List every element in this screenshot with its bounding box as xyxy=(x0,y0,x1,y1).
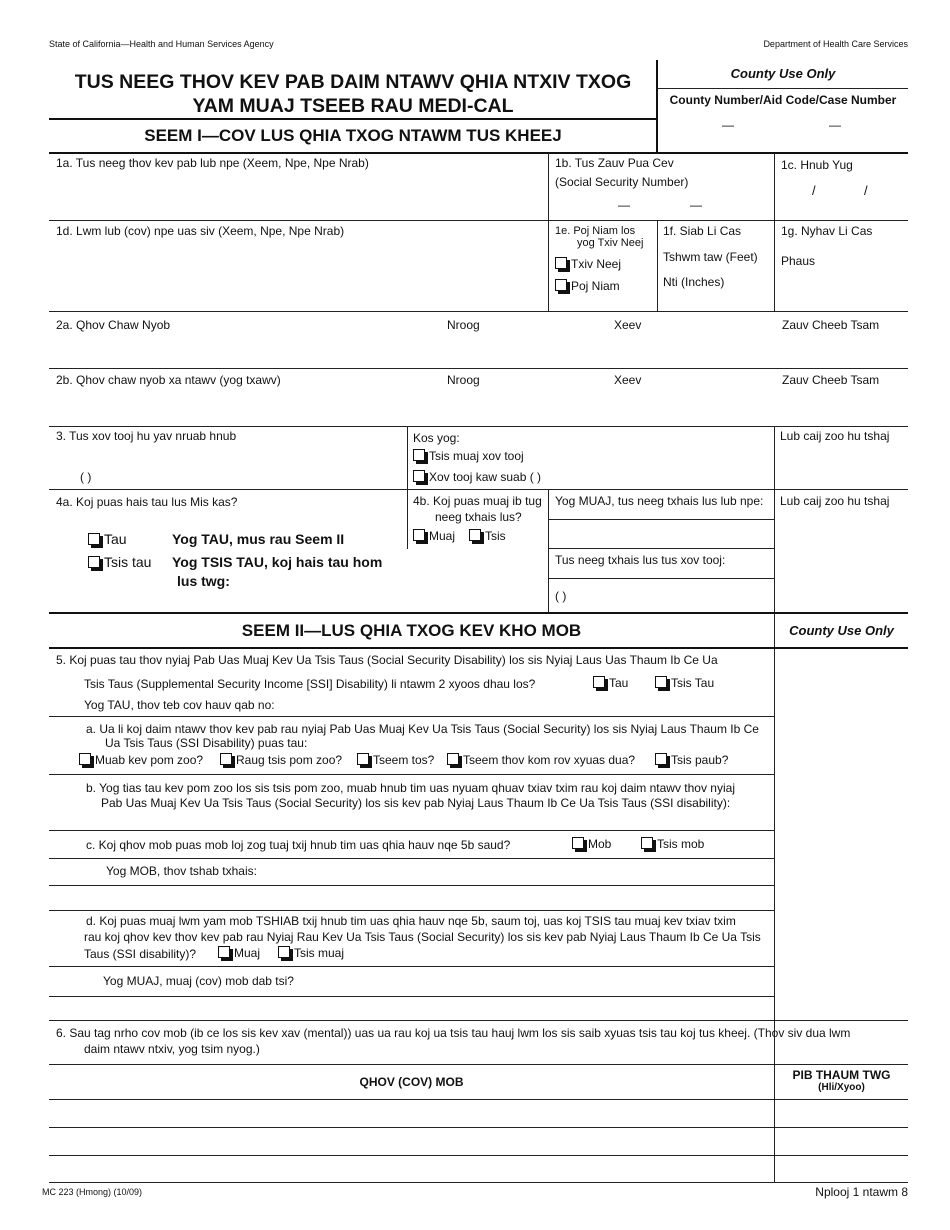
col-duration-subheader: (Hli/Xyoo) xyxy=(818,1082,865,1093)
best-time-label-3: Lub caij zoo hu tshaj xyxy=(780,429,890,443)
mailing-address-input[interactable] xyxy=(52,389,906,424)
q5a-unknown-checkbox[interactable] xyxy=(655,753,728,768)
page-number: Nplooj 1 ntawm 8 xyxy=(815,1185,908,1199)
q5b-date-input[interactable] xyxy=(52,812,772,829)
county-number-label: County Number/Aid Code/Case Number xyxy=(669,93,897,107)
q5a-approved-checkbox[interactable] xyxy=(79,753,203,768)
q5-line1: 5. Koj puas tau thov nyiaj Pab Uas Muaj Kev Ua Tsis Taus (Social Security Disability) los sis Nyiaj Laus Uas Thaum Ib Ce Ua xyxy=(56,653,718,667)
q6-line1: 6. Sau tag nrho cov mob (ib ce los sis kev xav (mental)) uas ua rau koj ua tsis tau hauj lwm los sis saib xyuas tsis tau koj tus kheej. (Thov siv dua lwm xyxy=(56,1026,851,1040)
field-2b-city-label: Nroog xyxy=(447,373,480,387)
male-checkbox[interactable] xyxy=(555,257,621,272)
english-no-checkbox[interactable] xyxy=(88,554,151,570)
dob-slash-1: / xyxy=(812,183,816,198)
q5b-line2: Pab Uas Muaj Kev Ua Tsis Taus (Social Security) los sis kev pab Nyiaj Laus Thaum Ib Ce Ua Tsis Taus (SSI disability): xyxy=(101,796,731,810)
english-yes-checkbox[interactable] xyxy=(88,531,127,547)
q5a-denied-label: Raug tsis pom zoo? xyxy=(236,753,343,767)
q5-line2: Tsis Taus (Supplemental Security Income [SSI] Disability) li ntawm 2 xyoos dhau los? xyxy=(84,677,536,691)
interpreter-phone-input[interactable]: ( ) xyxy=(555,589,567,603)
checkbox-icon xyxy=(278,946,290,958)
field-1g-label: 1g. Nyhav Li Cas xyxy=(781,224,873,238)
field-2a-city-label: Nroog xyxy=(447,318,480,332)
male-label: Txiv Neej xyxy=(571,257,622,271)
checkbox-icon xyxy=(655,753,667,765)
field-1d-label: 1d. Lwm lub (cov) npe uas siv (Xeem, Npe, Npe Nrab) xyxy=(56,224,345,238)
checkbox-icon xyxy=(79,753,91,765)
q5d-explain-input-2[interactable] xyxy=(52,998,772,1018)
q5b-line1: b. Yog tias tau kev pom zoo los sis tsis pom zoo, muab hnub tim uas nyuam qhuav txiav txim rau koj daim ntawv thov nyiaj xyxy=(86,781,735,795)
checkbox-icon xyxy=(413,449,425,461)
q5c-not-worse-label: Tsis mob xyxy=(657,837,705,851)
interpreter-yes-label: Muaj xyxy=(429,529,456,543)
ssn-dash-1: — xyxy=(618,198,630,212)
q5d-yes-checkbox[interactable] xyxy=(218,946,260,961)
q5d-line1: d. Koj puas muaj lwm yam mob TSHIAB txij hnub tim uas qhia hauv nqe 5b, saum toj, uas koj TSIS tau muaj kev txiav txim xyxy=(86,914,736,928)
q5d-explain-label: Yog MUAJ, muaj (cov) mob dab tsi? xyxy=(103,974,294,988)
daytime-phone-input[interactable]: ( ) xyxy=(80,470,92,484)
english-no-note-line1: Yog TSIS TAU, koj hais tau hom xyxy=(172,554,383,570)
field-4a-label: 4a. Koj puas hais tau lus Mis kas? xyxy=(56,495,238,509)
field-2b-zip-label: Zauv Cheeb Tsam xyxy=(782,373,880,387)
section2-county-use-only: County Use Only xyxy=(789,623,894,638)
field-1f-label: 1f. Siab Li Cas xyxy=(663,224,742,238)
ssn-input[interactable] xyxy=(552,193,770,218)
field-2a-state-label: Xeev xyxy=(614,318,642,332)
q5-yes-label: Tau xyxy=(609,676,629,690)
form-title-line2: YAM MUAJ TSEEB RAU MEDI-CAL xyxy=(192,95,514,117)
checkbox-icon xyxy=(593,676,605,688)
county-dash-2: — xyxy=(829,118,841,132)
checkbox-icon xyxy=(218,946,230,958)
condition-input-2[interactable] xyxy=(52,1129,772,1154)
message-phone-label: Xov tooj kaw suab ( ) xyxy=(429,470,542,484)
field-2b-label: 2b. Qhov chaw nyob xa ntawv (yog txawv) xyxy=(56,373,281,387)
english-no-note-line2: lus twg: xyxy=(177,573,230,589)
best-time-label-4: Lub caij zoo hu tshaj xyxy=(780,494,890,508)
interpreter-yes-checkbox[interactable] xyxy=(413,529,455,544)
checkbox-icon xyxy=(572,837,584,849)
field-1e-sublabel: yog Txiv Neej xyxy=(577,237,644,249)
col-duration-header: PIB THAUM TWG xyxy=(792,1068,891,1082)
checkbox-icon xyxy=(469,529,481,541)
english-yes-note: Yog TAU, mus rau Seem II xyxy=(172,531,345,547)
q5d-yes-label: Muaj xyxy=(234,946,261,960)
q5-no-label: Tsis Tau xyxy=(671,676,715,690)
field-2a-label: 2a. Qhov Chaw Nyob xyxy=(56,318,171,332)
q5c-question: c. Koj qhov mob puas mob loj zog tuaj txij hnub tim uas qhia hauv nqe 5b saud? xyxy=(86,838,511,852)
interpreter-no-checkbox[interactable] xyxy=(469,529,506,544)
q5a-denied-checkbox[interactable] xyxy=(220,753,342,768)
agency-name: State of California—Health and Human Services Agency xyxy=(49,39,274,49)
field-1e-label: 1e. Poj Niam los xyxy=(555,225,636,237)
form-title xyxy=(49,70,657,118)
duration-input-3[interactable] xyxy=(777,1157,906,1181)
q5-instruction: Yog TAU, thov teb cov hauv qab no: xyxy=(84,698,275,712)
female-label: Poj Niam xyxy=(571,279,620,293)
field-4b-label: 4b. Koj puas muaj ib tug xyxy=(413,494,542,508)
language-input[interactable] xyxy=(236,570,402,610)
other-names-input[interactable] xyxy=(52,242,546,308)
q5c-explain-input-2[interactable] xyxy=(52,887,772,909)
dob-slash-2: / xyxy=(864,183,868,198)
q5-no-checkbox[interactable] xyxy=(655,676,714,691)
q5d-line3: Taus (SSI disability)? xyxy=(84,947,197,961)
q5a-appeal-label: Tseem thov kom rov xyuas dua? xyxy=(463,753,636,767)
english-yes-label: Tau xyxy=(104,531,127,547)
best-time-input-3[interactable] xyxy=(778,446,906,486)
interpreter-no-label: Tsis xyxy=(485,529,506,543)
col-condition-header: QHOV (COV) MOB xyxy=(359,1075,464,1089)
checkbox-icon xyxy=(88,533,100,545)
q5c-explain-input[interactable] xyxy=(260,860,772,884)
q5d-no-label: Tsis muaj xyxy=(294,946,345,960)
checkbox-icon xyxy=(555,257,567,269)
field-3-label: 3. Tus xov tooj hu yav nruab hnub xyxy=(56,429,237,443)
q5c-worse-checkbox[interactable] xyxy=(572,837,611,852)
female-checkbox[interactable] xyxy=(555,279,620,294)
interpreter-name-label: Yog MUAJ, tus neeg txhais lus lub npe: xyxy=(555,494,764,508)
checkbox-icon xyxy=(413,529,425,541)
form-id: MC 223 (Hmong) (10/09) xyxy=(42,1187,143,1197)
q5c-worse-label: Mob xyxy=(588,837,612,851)
checkbox-icon xyxy=(447,753,459,765)
field-4b-sublabel: neeg txhais lus? xyxy=(435,510,522,524)
message-phone-checkbox[interactable] xyxy=(413,470,541,485)
english-no-label: Tsis tau xyxy=(104,554,152,570)
department-name: Department of Health Care Services xyxy=(763,39,908,49)
q5c-explain-label: Yog MOB, thov tshab txhais: xyxy=(106,864,257,878)
kos-yog-label: Kos yog: xyxy=(413,431,460,445)
duration-input-2[interactable] xyxy=(777,1129,906,1154)
weight-pounds-label[interactable]: Phaus xyxy=(781,254,816,268)
field-1a-label: 1a. Tus neeg thov kev pab lub npe (Xeem, Npe, Npe Nrab) xyxy=(56,156,369,170)
county-dash-1: — xyxy=(722,118,734,132)
no-phone-checkbox[interactable] xyxy=(413,449,524,464)
checkbox-icon xyxy=(220,753,232,765)
best-time-input-4[interactable] xyxy=(778,512,906,608)
q5a-unknown-label: Tsis paub? xyxy=(671,753,729,767)
checkbox-icon xyxy=(555,279,567,291)
interpreter-name-input[interactable] xyxy=(551,521,772,546)
duration-input-1[interactable] xyxy=(777,1101,906,1126)
form-title-line1: TUS NEEG THOV KEV PAB DAIM NTAWV QHIA NTXIV TXOG xyxy=(74,71,632,93)
q6-line2: daim ntawv ntxiv, yog tsim nyog.) xyxy=(84,1042,260,1056)
q5-yes-checkbox[interactable] xyxy=(593,676,628,691)
condition-input-3[interactable] xyxy=(52,1157,772,1181)
home-address-input[interactable] xyxy=(52,334,906,366)
section1-title: SEEM I—COV LUS QHIA TXOG NTAWM TUS KHEEJ xyxy=(144,126,562,145)
checkbox-icon xyxy=(655,676,667,688)
checkbox-icon xyxy=(88,556,100,568)
county-use-only-label: County Use Only xyxy=(730,66,836,81)
field-1c-label: 1c. Hnub Yug xyxy=(781,158,853,172)
applicant-name-input[interactable] xyxy=(52,176,546,218)
q5a-pending-label: Tseem tos? xyxy=(373,753,435,767)
q5d-line2: rau koj qhov kev thov kev pab rau Nyiaj Rau Kev Ua Tsis Taus (Social Security) los sis kev pab Nyiaj Laus Thaum Ib Ce Ua Tsis xyxy=(84,930,761,944)
height-inches-label[interactable]: Nti (Inches) xyxy=(663,275,725,289)
checkbox-icon xyxy=(641,837,653,849)
q5a-line2: Ua Tsis Taus (SSI Disability) puas tau: xyxy=(105,736,308,750)
field-1b-sublabel: (Social Security Number) xyxy=(555,175,689,189)
field-2b-state-label: Xeev xyxy=(614,373,642,387)
q5a-appeal-checkbox[interactable] xyxy=(447,753,635,768)
interpreter-phone-label: Tus neeg txhais lus tus xov tooj: xyxy=(555,553,726,567)
condition-input-1[interactable] xyxy=(52,1101,772,1126)
q5c-not-worse-checkbox[interactable] xyxy=(641,837,704,852)
field-2a-zip-label: Zauv Cheeb Tsam xyxy=(782,318,880,332)
q5a-pending-checkbox[interactable] xyxy=(357,753,434,768)
q5a-line1: a. Ua li koj daim ntawv thov kev pab rau nyiaj Pab Uas Muaj Kev Ua Tsis Taus (Social Security) los sis Nyiaj Laus Thaum Ib Ce xyxy=(86,722,759,736)
checkbox-icon xyxy=(357,753,369,765)
section2-title: SEEM II—LUS QHIA TXOG KEV KHO MOB xyxy=(241,621,582,640)
height-feet-label[interactable]: Tshwm taw (Feet) xyxy=(663,250,758,264)
no-phone-label: Tsis muaj xov tooj xyxy=(429,449,524,463)
q5a-approved-label: Muab kev pom zoo? xyxy=(95,753,204,767)
checkbox-icon xyxy=(413,470,425,482)
q5d-explain-input[interactable] xyxy=(310,968,772,994)
field-1b-label: 1b. Tus Zauv Pua Cev xyxy=(555,156,674,170)
q5d-no-checkbox[interactable] xyxy=(278,946,344,961)
birthdate-input[interactable] xyxy=(778,178,906,218)
ssn-dash-2: — xyxy=(690,198,702,212)
